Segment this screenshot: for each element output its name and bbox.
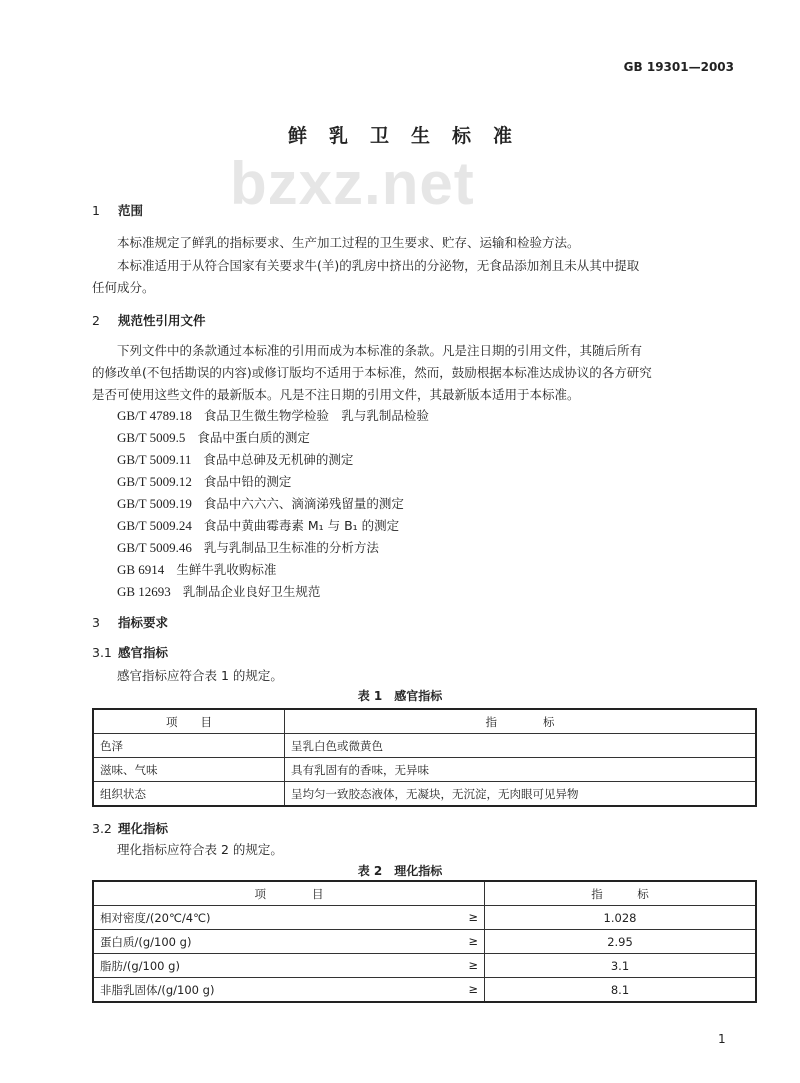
table-row: ≥ 非脂乳固体/(g/100 g) 8.1: [93, 978, 756, 1003]
table-1: [92, 708, 757, 807]
reference-code: GB/T 5009.19: [117, 496, 192, 511]
reference-title: 食品中黄曲霉毒素 M₁ 与 B₁ 的测定: [203, 518, 400, 533]
section-2-heading: 2 规范性引用文件: [92, 313, 206, 328]
section-3-1-heading: 3.1 感官指标: [92, 645, 169, 660]
reference-title: 食品中总砷及无机砷的测定: [203, 452, 354, 467]
table-header: 项 目: [93, 881, 485, 906]
reference-code: GB 6914: [117, 562, 165, 577]
reference-item: [117, 406, 429, 424]
paragraph: 本标准适用于从符合国家有关要求牛(羊)的乳房中挤出的分泌物，无食品添加剂且未从其中提取: [117, 258, 640, 273]
reference-item: [117, 494, 404, 512]
section-1-heading: 1 范围: [92, 203, 144, 218]
reference-title: 乳制品企业良好卫生规范: [182, 584, 321, 599]
table-row: 滋味、气味 具有乳固有的香味，无异味: [93, 758, 756, 782]
reference-title: 食品中蛋白质的测定: [197, 430, 310, 445]
reference-item: [117, 428, 310, 446]
reference-code: GB/T 5009.46: [117, 540, 192, 555]
reference-code: GB/T 4789.18: [117, 408, 192, 423]
table-2: [92, 880, 757, 1003]
table-row: ≥ 蛋白质/(g/100 g) 2.95: [93, 930, 756, 954]
reference-title: 食品中铅的测定: [203, 474, 292, 489]
reference-title: 乳与乳制品卫生标准的分析方法: [203, 540, 379, 555]
table-header: 指 标: [485, 881, 757, 906]
table-row: 色泽 呈乳白色或微黄色: [93, 734, 756, 758]
reference-code: GB/T 5009.12: [117, 474, 192, 489]
paragraph: 感官指标应符合表 1 的规定。: [117, 668, 283, 683]
paragraph: 下列文件中的条款通过本标准的引用而成为本标准的条款。凡是注日期的引用文件，其随后所有: [117, 343, 643, 358]
section-3-2-heading: 3.2 理化指标: [92, 821, 169, 836]
reference-title: 生鲜牛乳收购标准: [176, 562, 277, 577]
reference-item: [117, 582, 320, 600]
reference-code: GB/T 5009.11: [117, 452, 192, 467]
reference-title: 食品中六六六、滴滴涕残留量的测定: [203, 496, 404, 511]
table-header: 指 标: [285, 709, 757, 734]
table-1-caption: 表 1 感官指标: [357, 689, 443, 703]
section-3-heading: 3 指标要求: [92, 615, 169, 630]
paragraph: 理化指标应符合表 2 的规定。: [117, 842, 283, 857]
reference-item: [117, 450, 353, 468]
reference-item: [117, 516, 399, 534]
paragraph: 本标准规定了鲜乳的指标要求、生产加工过程的卫生要求、贮存、运输和检验方法。: [117, 235, 580, 250]
watermark: bzxz.net: [230, 150, 475, 217]
reference-title: 食品卫生微生物学检验 乳与乳制品检验: [203, 408, 429, 423]
standard-code: GB 19301—2003: [623, 60, 734, 74]
table-row: ≥ 脂肪/(g/100 g) 3.1: [93, 954, 756, 978]
table-2-caption: 表 2 理化指标: [357, 864, 443, 878]
table-row: 组织状态 呈均匀一致胶态液体，无凝块，无沉淀，无肉眼可见异物: [93, 782, 756, 807]
reference-code: GB/T 5009.5: [117, 430, 186, 445]
reference-item: [117, 560, 276, 578]
table-header: 项 目: [93, 709, 285, 734]
paragraph: 是否可使用这些文件的最新版本。凡是不注日期的引用文件，其最新版本适用于本标准。: [92, 387, 580, 402]
reference-item: [117, 538, 379, 556]
paragraph: 任何成分。: [92, 280, 155, 295]
reference-code: GB/T 5009.24: [117, 518, 192, 533]
reference-item: [117, 472, 291, 490]
page-number: 1: [718, 1032, 726, 1046]
reference-code: GB 12693: [117, 584, 171, 599]
table-row: ≥ 相对密度/(20℃/4℃) 1.028: [93, 906, 756, 930]
document-title: 鲜乳卫生标准: [287, 125, 535, 147]
paragraph: 的修改单(不包括勘误的内容)或修订版均不适用于本标准，然而，鼓励根据本标准达成协议的各方研究: [92, 365, 652, 380]
